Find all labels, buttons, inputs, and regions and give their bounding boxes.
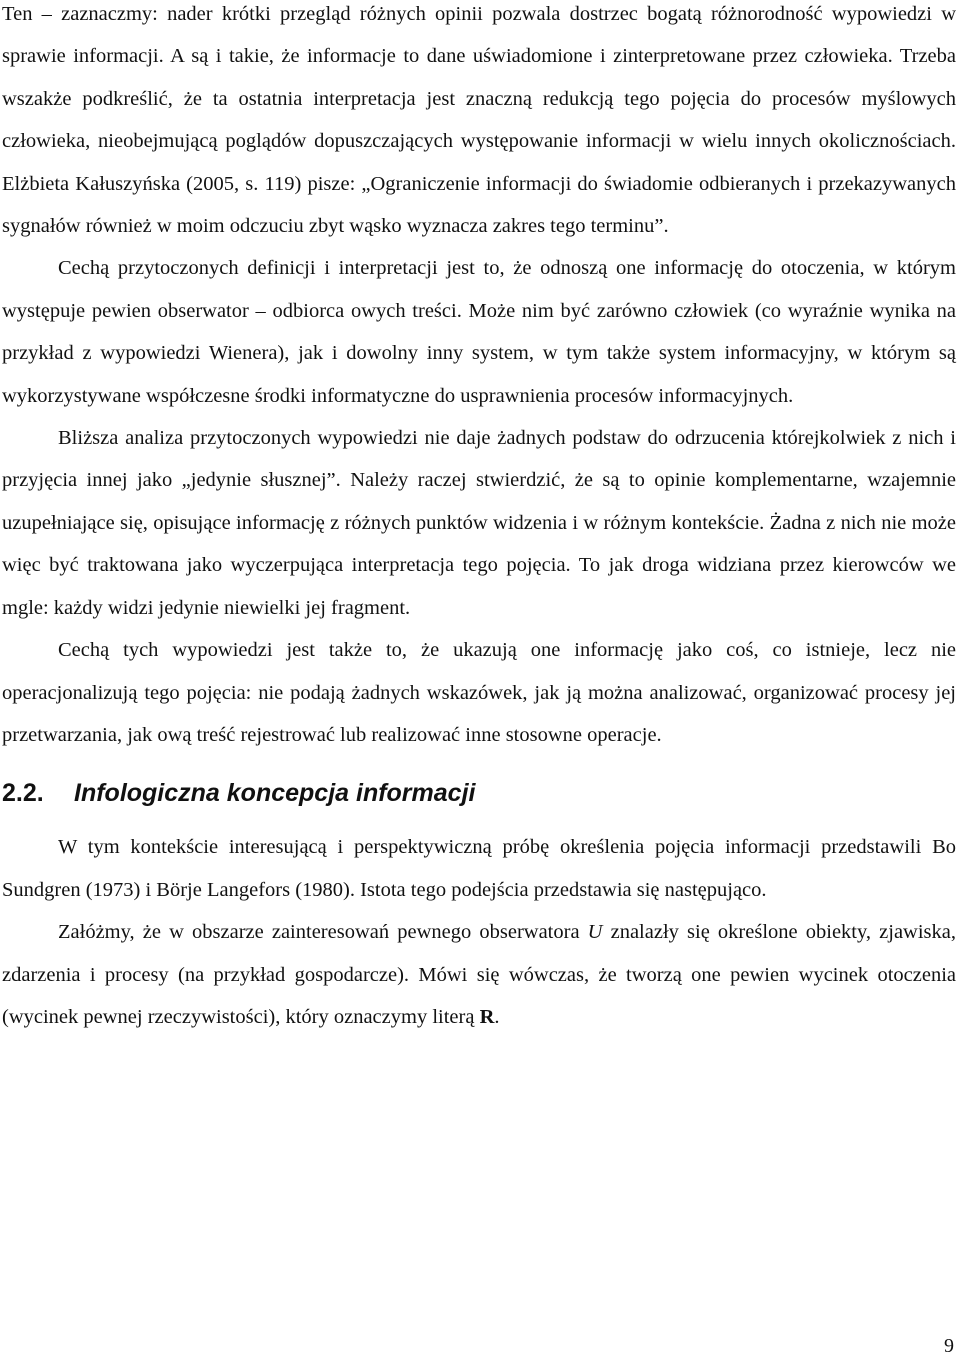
page-number: 9: [944, 1335, 954, 1357]
reality-symbol: R: [479, 1005, 495, 1028]
paragraph-6-part-2: znalazły się określone obiekty, zjawiska, zdarzenia i procesy (na przykład gospodarcze). Mówi się wówczas, że tworzą one pewien wycinek otoczenia (wycinek pewnej rzeczywistości), który oznaczymy literą: [2, 921, 957, 1028]
paragraph-1: Ten – zaznaczmy: nader krótki przegląd różnych opinii pozwala dostrzec bogatą różnorodność wypowiedzi w sprawie informacji. A są i takie, że informacje to dane uświadomione i zinterpretowane przez człowieka. Trzeba wszakże podkreślić, że ta ostatnia interpretacja jest znaczną redukcją tego pojęcia do procesów myślowych człowieka, nieobejmującą poglądów dopuszczających występowanie informacji w wielu innych okolicznościach. Elżbieta Kałuszyńska (2005, s. 119) pisze: „Ograniczenie informacji do świadomie odbieranych i przekazywanych sygnałów również w moim odczuciu zbyt wąsko wyznacza zakres tego terminu”.: [2, 3, 956, 238]
paragraph-3: Bliższa analiza przytoczonych wypowiedzi nie daje żadnych podstaw do odrzucenia którejkolwiek z nich i przyjęcia innej jako „jedynie słusznej”. Należy raczej stwierdzić, że są to opinie komplementarne, wzajemnie uzupełniające się, opisujące informację z różnych punktów widzenia i w różnym kontekście. Żadna z nich nie może więc być traktowana jako wyczerpująca interpretacja tego pojęcia. To jak droga widziana przez kierowców we mgle: każdy widzi jedynie niewielki jej fragment.: [2, 427, 956, 619]
section-number: 2.2.: [2, 779, 44, 808]
section-title: Infologiczna koncepcja informacji: [74, 779, 476, 808]
paragraph-6: [2, 911, 956, 1038]
paragraph-6-part-1: Załóżmy, że w obszarze zainteresowań pewnego obserwatora: [58, 921, 588, 944]
paragraph-5: W tym kontekście interesującą i perspektywiczną próbę określenia pojęcia informacji przedstawili Bo Sundgren (1973) i Börje Langefors (1980). Istota tego podejścia przedstawia się następująco.: [2, 836, 956, 901]
observer-symbol: U: [587, 921, 603, 944]
section-heading: [2, 776, 956, 810]
paragraph-2: Cechą przytoczonych definicji i interpretacji jest to, że odnoszą one informację do otoczenia, w którym występuje pewien obserwator – odbiorca owych treści. Może nim być zarówno człowiek (co wyraźnie wynika na przykład z wypowiedzi Wienera), jak i dowolny inny system, w tym także system informacyjny, w którym są wykorzystywane współczesne środki informatyczne do usprawnienia procesów informacyjnych.: [2, 257, 956, 407]
paragraph-4: Cechą tych wypowiedzi jest także to, że ukazują one informację jako coś, co istnieje, lecz nie operacjonalizują tego pojęcia: nie podają żadnych wskazówek, jak ją można analizować, organizować procesy jej przetwarzania, jak ową treść rejestrować lub realizować inne stosowne operacje.: [2, 639, 956, 746]
paragraph-6-part-3: .: [494, 1005, 500, 1028]
